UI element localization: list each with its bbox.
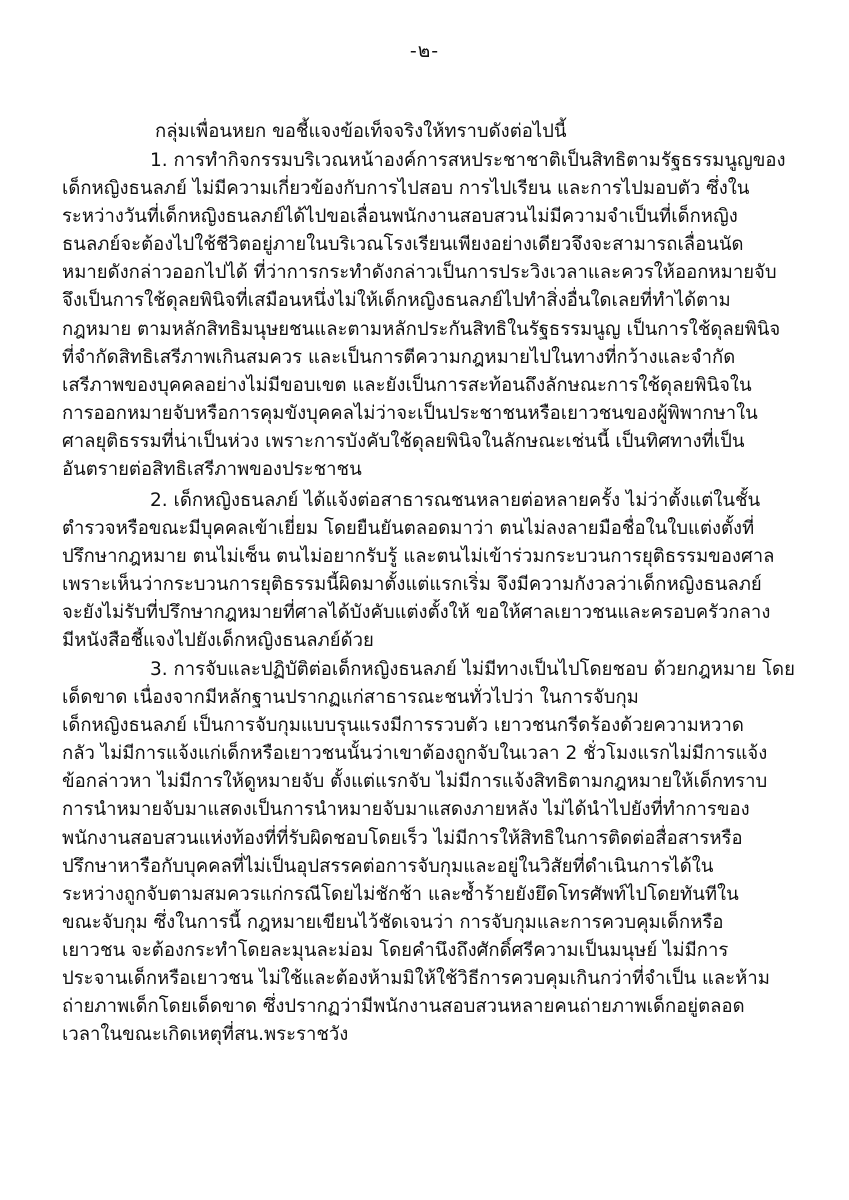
paragraph-line: พนักงานสอบสวนแห่งท้องที่ที่รับผิดชอบโดยเร็ว ไม่มีการให้สิทธิในการติดต่อสื่อสารหรือ [62, 827, 743, 849]
paragraph-line: ธนลภย์จะต้องไปใช้ชีวิตอยู่ภายในบริเวณโรงเรียนเพียงอย่างเดียวจึงจะสามารถเลื่อนนัด [62, 234, 744, 256]
paragraph-line: 1. การทำกิจกรรมบริเวณหน้าองค์การสหประชาชาติเป็นสิทธิตามรัฐธรรมนูญของ [150, 150, 786, 171]
paragraph-line: เด็กหญิงธนลภย์ เป็นการจับกุมแบบรุนแรงมีการรวบตัว เยาวชนกรีดร้องด้วยความหวาด [62, 715, 744, 737]
paragraph-line: อันตรายต่อสิทธิเสรีภาพของประชาชน [62, 459, 362, 481]
paragraph-line: ที่จำกัดสิทธิเสรีภาพเกินสมควร และเป็นการตีความกฎหมายไปในทางที่กว้างและจำกัด [62, 346, 736, 368]
paragraph-line: หมายดังกล่าวออกไปได้ ที่ว่าการกระทำดังกล่าวเป็นการประวิงเวลาและควรให้ออกหมายจับ [62, 262, 777, 284]
paragraph-line: ปรึกษากฎหมาย ตนไม่เซ็น ตนไม่อยากรับรู้ และตนไม่เข้าร่วมกระบวนการยุติธรรมของศาล [62, 546, 775, 568]
paragraph-line: ถ่ายภาพเด็กโดยเด็ดขาด ซึ่งปรากฏว่ามีพนักงานสอบสวนหลายคนถ่ายภาพเด็กอยู่ตลอด [62, 996, 745, 1018]
paragraph-line: เสรีภาพของบุคคลอย่างไม่มีขอบเขต และยังเป็นการสะท้อนถึงลักษณะการใช้ดุลยพินิจใน [62, 374, 752, 396]
intro-line: กลุ่มเพื่อนหยก ขอชี้แจงข้อเท็จจริงให้ทราบดังต่อไปนี้ [155, 121, 567, 142]
paragraph-line: เยาวชน จะต้องกระทำโดยละมุนละม่อม โดยคำนึงถึงศักดิ์ศรีความเป็นมนุษย์ ไม่มีการ [62, 939, 729, 961]
paragraph-line: เด็กหญิงธนลภย์ ไม่มีความเกี่ยวข้องกับการไปสอบ การไปเรียน และการไปมอบตัว ซึ่งใน [62, 178, 750, 200]
paragraph-1 [62, 147, 797, 484]
paragraph-line: 2. เด็กหญิงธนลภย์ ได้แจ้งต่อสาธารณชนหลายต่อหลายครั้ง ไม่ว่าตั้งแต่ในชั้น [150, 490, 761, 511]
paragraph-line: กลัว ไม่มีการแจ้งแก่เด็กหรือเยาวชนนั้นว่าเขาต้องถูกจับในเวลา 2 ชั่วโมงแรกไม่มีการแจ้ง [62, 743, 768, 765]
paragraph-line: ระหว่างวันที่เด็กหญิงธนลภย์ได้ไปขอเลื่อนพนักงานสอบสวนไม่มีความจำเป็นที่เด็กหญิง [62, 206, 738, 228]
paragraph-line: ศาลยุติธรรมที่น่าเป็นห่วง เพราะการบังคับใช้ดุลยพินิจในลักษณะเช่นนี้ เป็นทิศทางที่เป็น [62, 430, 745, 452]
paragraph-line: เวลาในขณะเกิดเหตุที่สน.พระราชวัง [62, 1024, 349, 1046]
paragraph-line: ประจานเด็กหรือเยาวชน ไม่ใช้และต้องห้ามมิให้ใช้วิธีการควบคุมเกินกว่าที่จำเป็น และห้าม [62, 968, 770, 990]
paragraph-line: ระหว่างถูกจับตามสมควรแก่กรณีโดยไม่ชักช้า และซ้ำร้ายยังยึดโทรศัพท์ไปโดยทันทีใน [62, 883, 739, 905]
paragraph-2 [62, 487, 797, 656]
paragraph-line: เด็ดขาด เนื่องจากมีหลักฐานปรากฏแก่สาธารณะชนทั่วไปว่า ในการจับกุม [62, 687, 639, 709]
paragraph-3 [62, 656, 797, 1049]
paragraph-line: จะยังไม่รับที่ปรึกษากฎหมายที่ศาลได้บังคับแต่งตั้งให้ ขอให้ศาลเยาวชนและครอบครัวกลาง [62, 602, 771, 624]
paragraph-line: เพราะเห็นว่ากระบวนการยุติธรรมนี้ผิดมาตั้งแต่แรกเริ่ม จึงมีความกังวลว่าเด็กหญิงธนลภย์ [62, 574, 762, 596]
paragraph-line: การออกหมายจับหรือการคุมขังบุคคลไม่ว่าจะเป็นประชาชนหรือเยาวชนของผู้พิพากษาใน [62, 402, 758, 424]
paragraph-line: มีหนังสือชี้แจงไปยังเด็กหญิงธนลภย์ด้วย [62, 630, 374, 652]
paragraph-line: ตำรวจหรือขณะมีบุคคลเข้าเยี่ยม โดยยืนยันตลอดมาว่า ตนไม่ลงลายมือชื่อในใบแต่งตั้งที่ [62, 518, 755, 540]
page-number: -๒- [409, 40, 440, 62]
paragraph-line: ปรึกษาหารือกับบุคคลที่ไม่เป็นอุปสรรคต่อการจับกุมและอยู่ในวิสัยที่ดำเนินการได้ใน [62, 855, 714, 877]
paragraph-line: ขณะจับกุม ซึ่งในการนี้ กฎหมายเขียนไว้ชัดเจนว่า การจับกุมและการควบคุมเด็กหรือ [62, 911, 724, 933]
paragraph-line: การนำหมายจับมาแสดงเป็นการนำหมายจับมาแสดงภายหลัง ไม่ได้นำไปยังที่ทำการของ [62, 799, 750, 821]
paragraph-line: 3. การจับและปฏิบัติต่อเด็กหญิงธนลภย์ ไม่มีทางเป็นไปโดยชอบ ด้วยกฎหมาย โดย [150, 659, 795, 680]
paragraph-line: จึงเป็นการใช้ดุลยพินิจที่เสมือนหนึ่งไม่ให้เด็กหญิงธนลภย์ไปทำสิ่งอื่นใดเลยที่ทำได้ตาม [62, 290, 731, 312]
paragraph-line: กฎหมาย ตามหลักสิทธิมนุษยชนและตามหลักประกันสิทธิในรัฐธรรมนูญ เป็นการใช้ดุลยพินิจ [62, 318, 781, 340]
paragraph-line: ข้อกล่าวหา ไม่มีการให้ดูหมายจับ ตั้งแต่แรกจับ ไม่มีการแจ้งสิทธิตามกฎหมายให้เด็กทราบ [62, 771, 768, 793]
